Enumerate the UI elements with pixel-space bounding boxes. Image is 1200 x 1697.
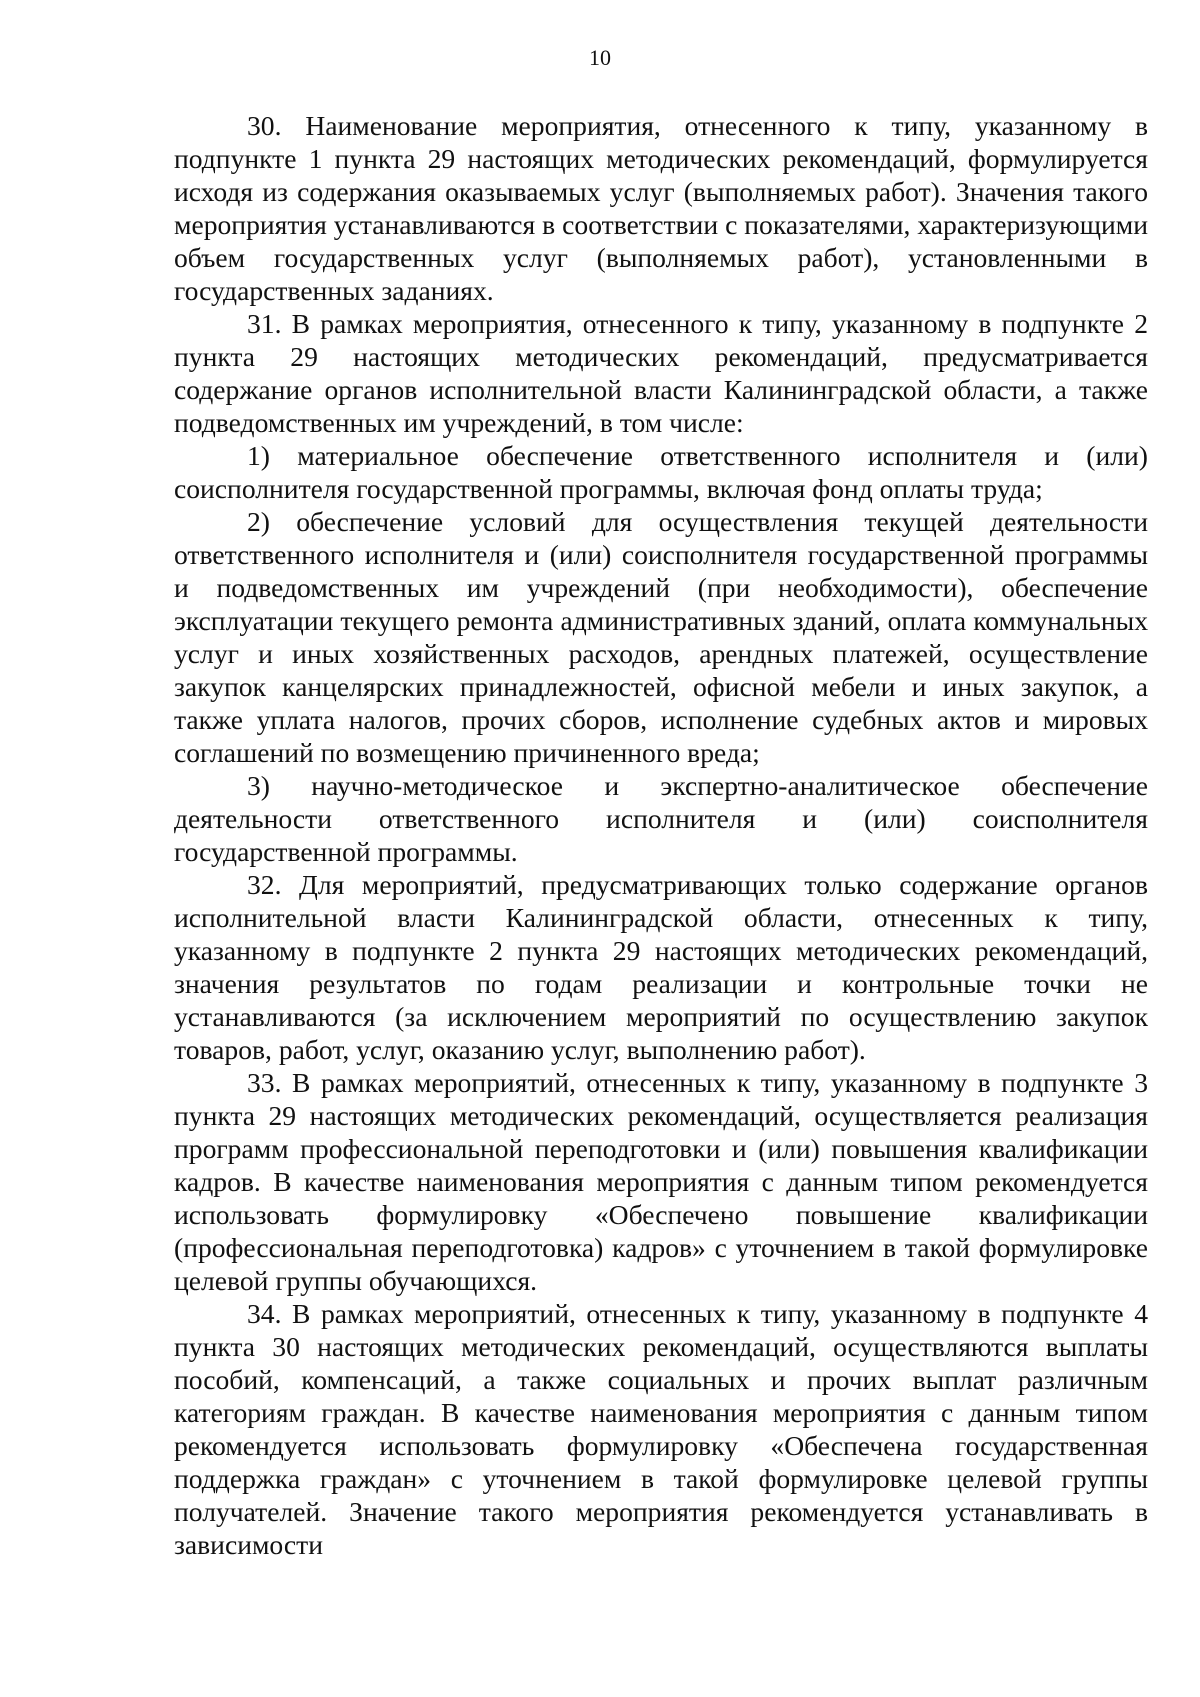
paragraph-31: 31. В рамках мероприятия, отнесенного к типу, указанному в подпункте 2 пункта 29 настоящих методических рекомендаций, предусматривается содержание органов исполнительной власти Калининградской области, а также подведомственных им учреждений, в том числе: bbox=[174, 308, 1148, 438]
paragraph-32: 32. Для мероприятий, предусматривающих только содержание органов исполнительной власти Калининградской области, отнесенных к типу, указанному в подпункте 2 пункта 29 настоящих методических рекомендаций, значения результатов по годам реализации и контрольные точки не устанавливаются (за исключением мероприятий по осуществлению закупок товаров, работ, услуг, оказанию услуг, выполнению работ). bbox=[174, 869, 1148, 1065]
paragraph-31-item-2: 2) обеспечение условий для осуществления текущей деятельности ответственного исполнителя и (или) соисполнителя государственной программы и подведомственных им учреждений (при необходимости), обеспечение эксплуатации текущего ремонта административных зданий, оплата коммунальных услуг и иных хозяйственных расходов, арендных платежей, осуществление закупок канцелярских принадлежностей, офисной мебели и иных закупок, а также уплата налогов, прочих сборов, исполнение судебных актов и мировых соглашений по возмещению причиненного вреда; bbox=[174, 506, 1148, 768]
paragraph-31-item-3: 3) научно-методическое и экспертно-аналитическое обеспечение деятельности ответственного исполнителя и (или) соисполнителя государственной программы. bbox=[174, 770, 1148, 867]
paragraph-31-item-1: 1) материальное обеспечение ответственного исполнителя и (или) соисполнителя государственной программы, включая фонд оплаты труда; bbox=[174, 440, 1148, 504]
paragraph-30: 30. Наименование мероприятия, отнесенного к типу, указанному в подпункте 1 пункта 29 настоящих методических рекомендаций, формулируется исходя из содержания оказываемых услуг (выполняемых работ). Значения такого мероприятия устанавливаются в соответствии с показателями, характеризующими объем государственных услуг (выполняемых работ), установленными в государственных заданиях. bbox=[174, 110, 1148, 306]
paragraph-33: 33. В рамках мероприятий, отнесенных к типу, указанному в подпункте 3 пункта 29 настоящих методических рекомендаций, осуществляется реализация программ профессиональной переподготовки и (или) повышения квалификации кадров. В качестве наименования мероприятия с данным типом рекомендуется использовать формулировку «Обеспечено повышение квалификации (профессиональная переподготовка) кадров» с уточнением в такой формулировке целевой группы обучающихся. bbox=[174, 1067, 1148, 1296]
paragraph-34: 34. В рамках мероприятий, отнесенных к типу, указанному в подпункте 4 пункта 30 настоящих методических рекомендаций, осуществляются выплаты пособий, компенсаций, а также социальных и прочих выплат различным категориям граждан. В качестве наименования мероприятия с данным типом рекомендуется использовать формулировку «Обеспечена государственная поддержка граждан» с уточнением в такой формулировке целевой группы получателей. Значение такого мероприятия рекомендуется устанавливать в зависимости bbox=[174, 1298, 1148, 1560]
page-number: 10 bbox=[589, 45, 611, 70]
document-body bbox=[174, 109, 1148, 1561]
